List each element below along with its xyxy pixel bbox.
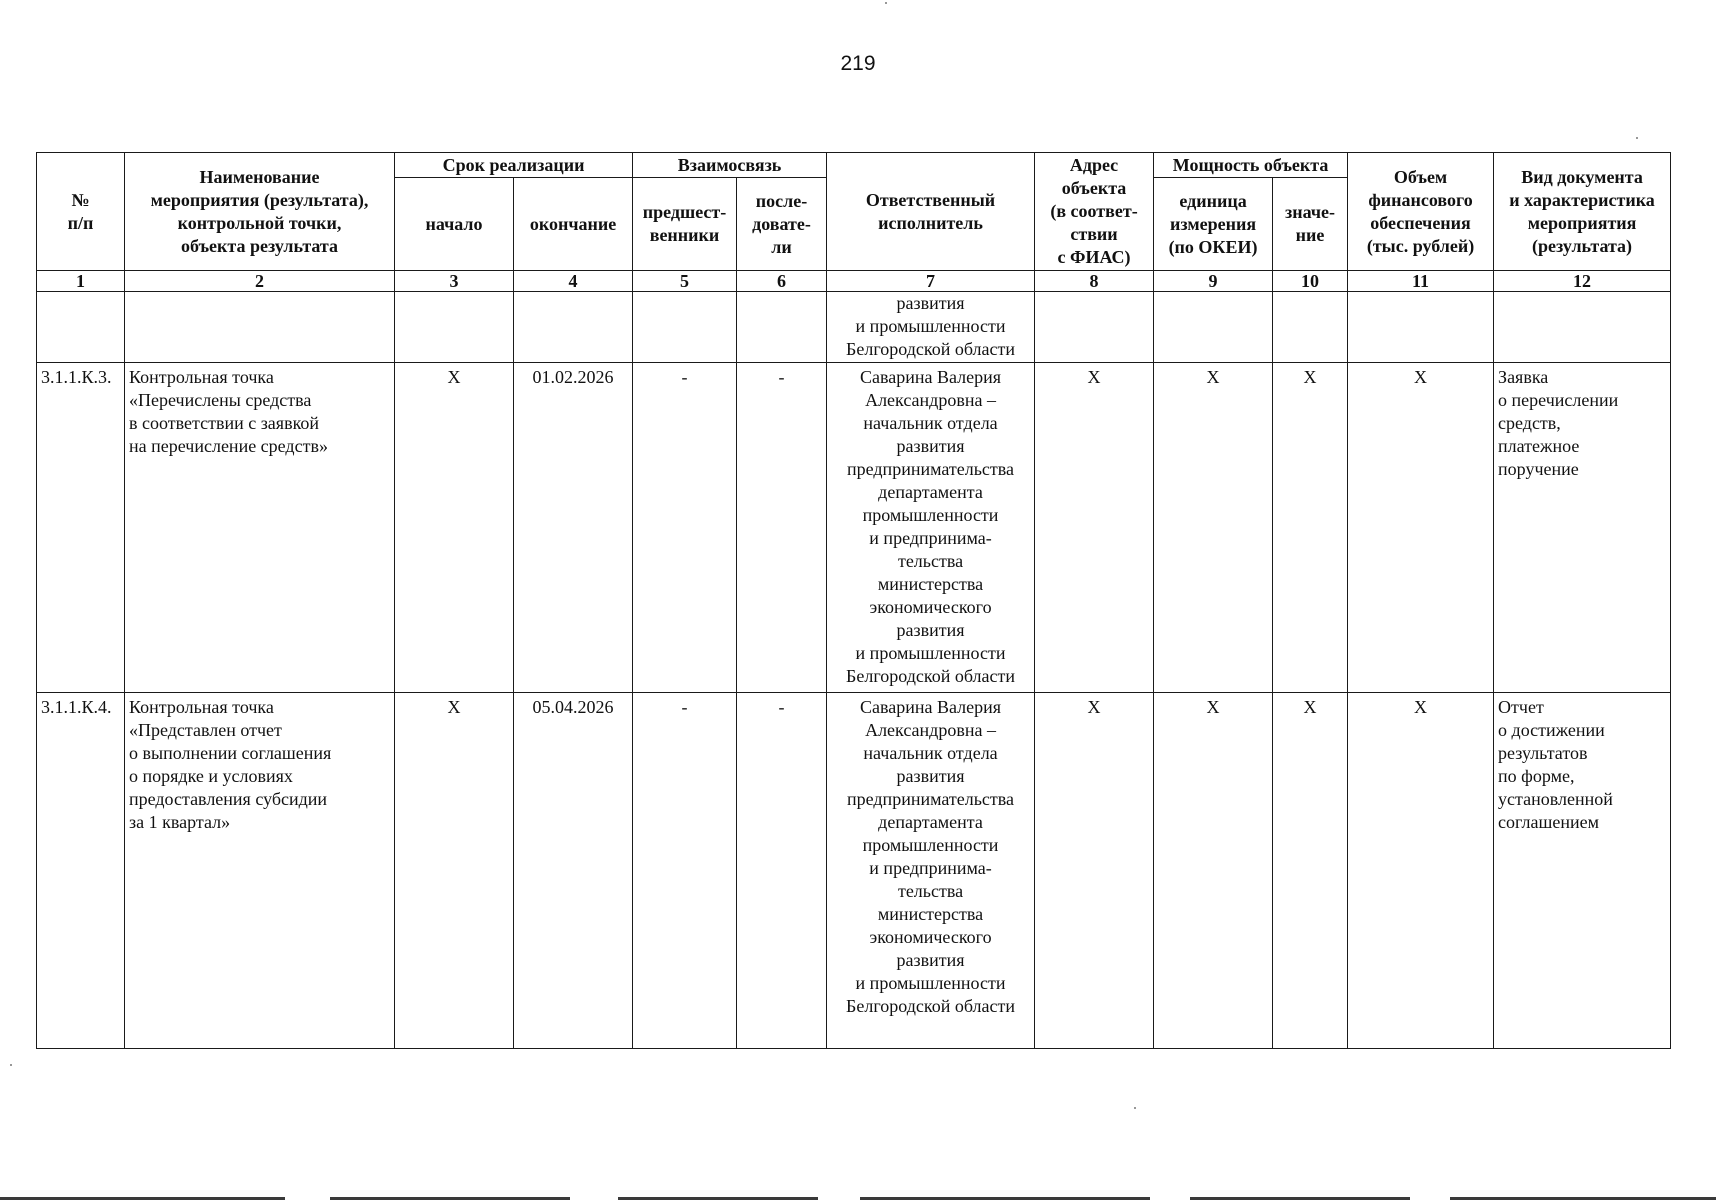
table-cell: [737, 292, 827, 363]
row-value: Х: [1273, 363, 1348, 693]
column-number: 5: [633, 271, 737, 292]
row-successors: -: [737, 693, 827, 1049]
header-name: Наименование мероприятия (результата), контрольной точки, объекта результата: [125, 153, 395, 271]
row-responsible: Саварина Валерия Александровна – начальник отдела развития предпринимательства департамента промышленности и предпринима- тельства министерства экономического развития и промышленности Белгородской области: [827, 693, 1035, 1049]
header-value: значе- ние: [1273, 178, 1348, 271]
table-row: [37, 693, 1671, 1049]
scan-speck: [885, 2, 887, 4]
column-number: 11: [1348, 271, 1494, 292]
row-responsible: Саварина Валерия Александровна – начальник отдела развития предпринимательства департамента промышленности и предпринима- тельства министерства экономического развития и промышленности Белгородской области: [827, 363, 1035, 693]
table-cell: [37, 292, 125, 363]
scan-speck: [10, 1064, 12, 1066]
table-row: [37, 363, 1671, 693]
column-number: 3: [395, 271, 514, 292]
column-number: 10: [1273, 271, 1348, 292]
row-successors: -: [737, 363, 827, 693]
row-doc-type: Заявка о перечислении средств, платежное поручение: [1494, 363, 1671, 693]
header-responsible: Ответственный исполнитель: [827, 153, 1035, 271]
row-number: 3.1.1.К.4.: [37, 693, 125, 1049]
header-predecessors: предшест- венники: [633, 178, 737, 271]
header-capacity: Мощность объекта: [1154, 153, 1348, 178]
page-number: 219: [840, 52, 876, 75]
column-number: 9: [1154, 271, 1273, 292]
row-start: Х: [395, 363, 514, 693]
row-name: Контрольная точка «Перечислены средства в соответствии с заявкой на перечисление средств»: [125, 363, 395, 693]
header-links: Взаимосвязь: [633, 153, 827, 178]
column-number: 4: [514, 271, 633, 292]
row-address: Х: [1035, 693, 1154, 1049]
continuation-responsible: развития и промышленности Белгородской области: [827, 292, 1035, 363]
column-number: 8: [1035, 271, 1154, 292]
column-number: 1: [37, 271, 125, 292]
row-end: 01.02.2026: [514, 363, 633, 693]
row-predecessors: -: [633, 363, 737, 693]
row-funding: Х: [1348, 363, 1494, 693]
continuation-row: [37, 292, 1671, 363]
column-number: 6: [737, 271, 827, 292]
row-unit: Х: [1154, 693, 1273, 1049]
row-number: 3.1.1.К.3.: [37, 363, 125, 693]
header-doc-type: Вид документа и характеристика мероприятия (результата): [1494, 153, 1671, 271]
header-successors: после- довате- ли: [737, 178, 827, 271]
row-name: Контрольная точка «Представлен отчет о выполнении соглашения о порядке и условиях предоставления субсидии за 1 квартал»: [125, 693, 395, 1049]
row-address: Х: [1035, 363, 1154, 693]
table-cell: [1273, 292, 1348, 363]
table-cell: [514, 292, 633, 363]
table-cell: [1035, 292, 1154, 363]
table-cell: [395, 292, 514, 363]
row-predecessors: -: [633, 693, 737, 1049]
scan-speck: [1134, 1107, 1136, 1109]
header-start: начало: [395, 178, 514, 271]
header-unit: единица измерения (по ОКЕИ): [1154, 178, 1273, 271]
column-number: 2: [125, 271, 395, 292]
column-number: 12: [1494, 271, 1671, 292]
header-funding: Объем финансового обеспечения (тыс. рублей): [1348, 153, 1494, 271]
header-period: Срок реализации: [395, 153, 633, 178]
row-unit: Х: [1154, 363, 1273, 693]
scan-speck: [1636, 137, 1638, 139]
table-cell: [1154, 292, 1273, 363]
header-address: Адрес объекта (в соответ- ствии с ФИАС): [1035, 153, 1154, 271]
row-value: Х: [1273, 693, 1348, 1049]
column-number: 7: [827, 271, 1035, 292]
header-end: окончание: [514, 178, 633, 271]
table-cell: [633, 292, 737, 363]
column-numbers-row: [37, 271, 1671, 292]
table-cell: [1348, 292, 1494, 363]
row-start: Х: [395, 693, 514, 1049]
table-cell: [1494, 292, 1671, 363]
row-doc-type: Отчет о достижении результатов по форме, установленной соглашением: [1494, 693, 1671, 1049]
header-num: № п/п: [37, 153, 125, 271]
row-funding: Х: [1348, 693, 1494, 1049]
plan-table: [36, 152, 1671, 1049]
row-end: 05.04.2026: [514, 693, 633, 1049]
table-cell: [125, 292, 395, 363]
